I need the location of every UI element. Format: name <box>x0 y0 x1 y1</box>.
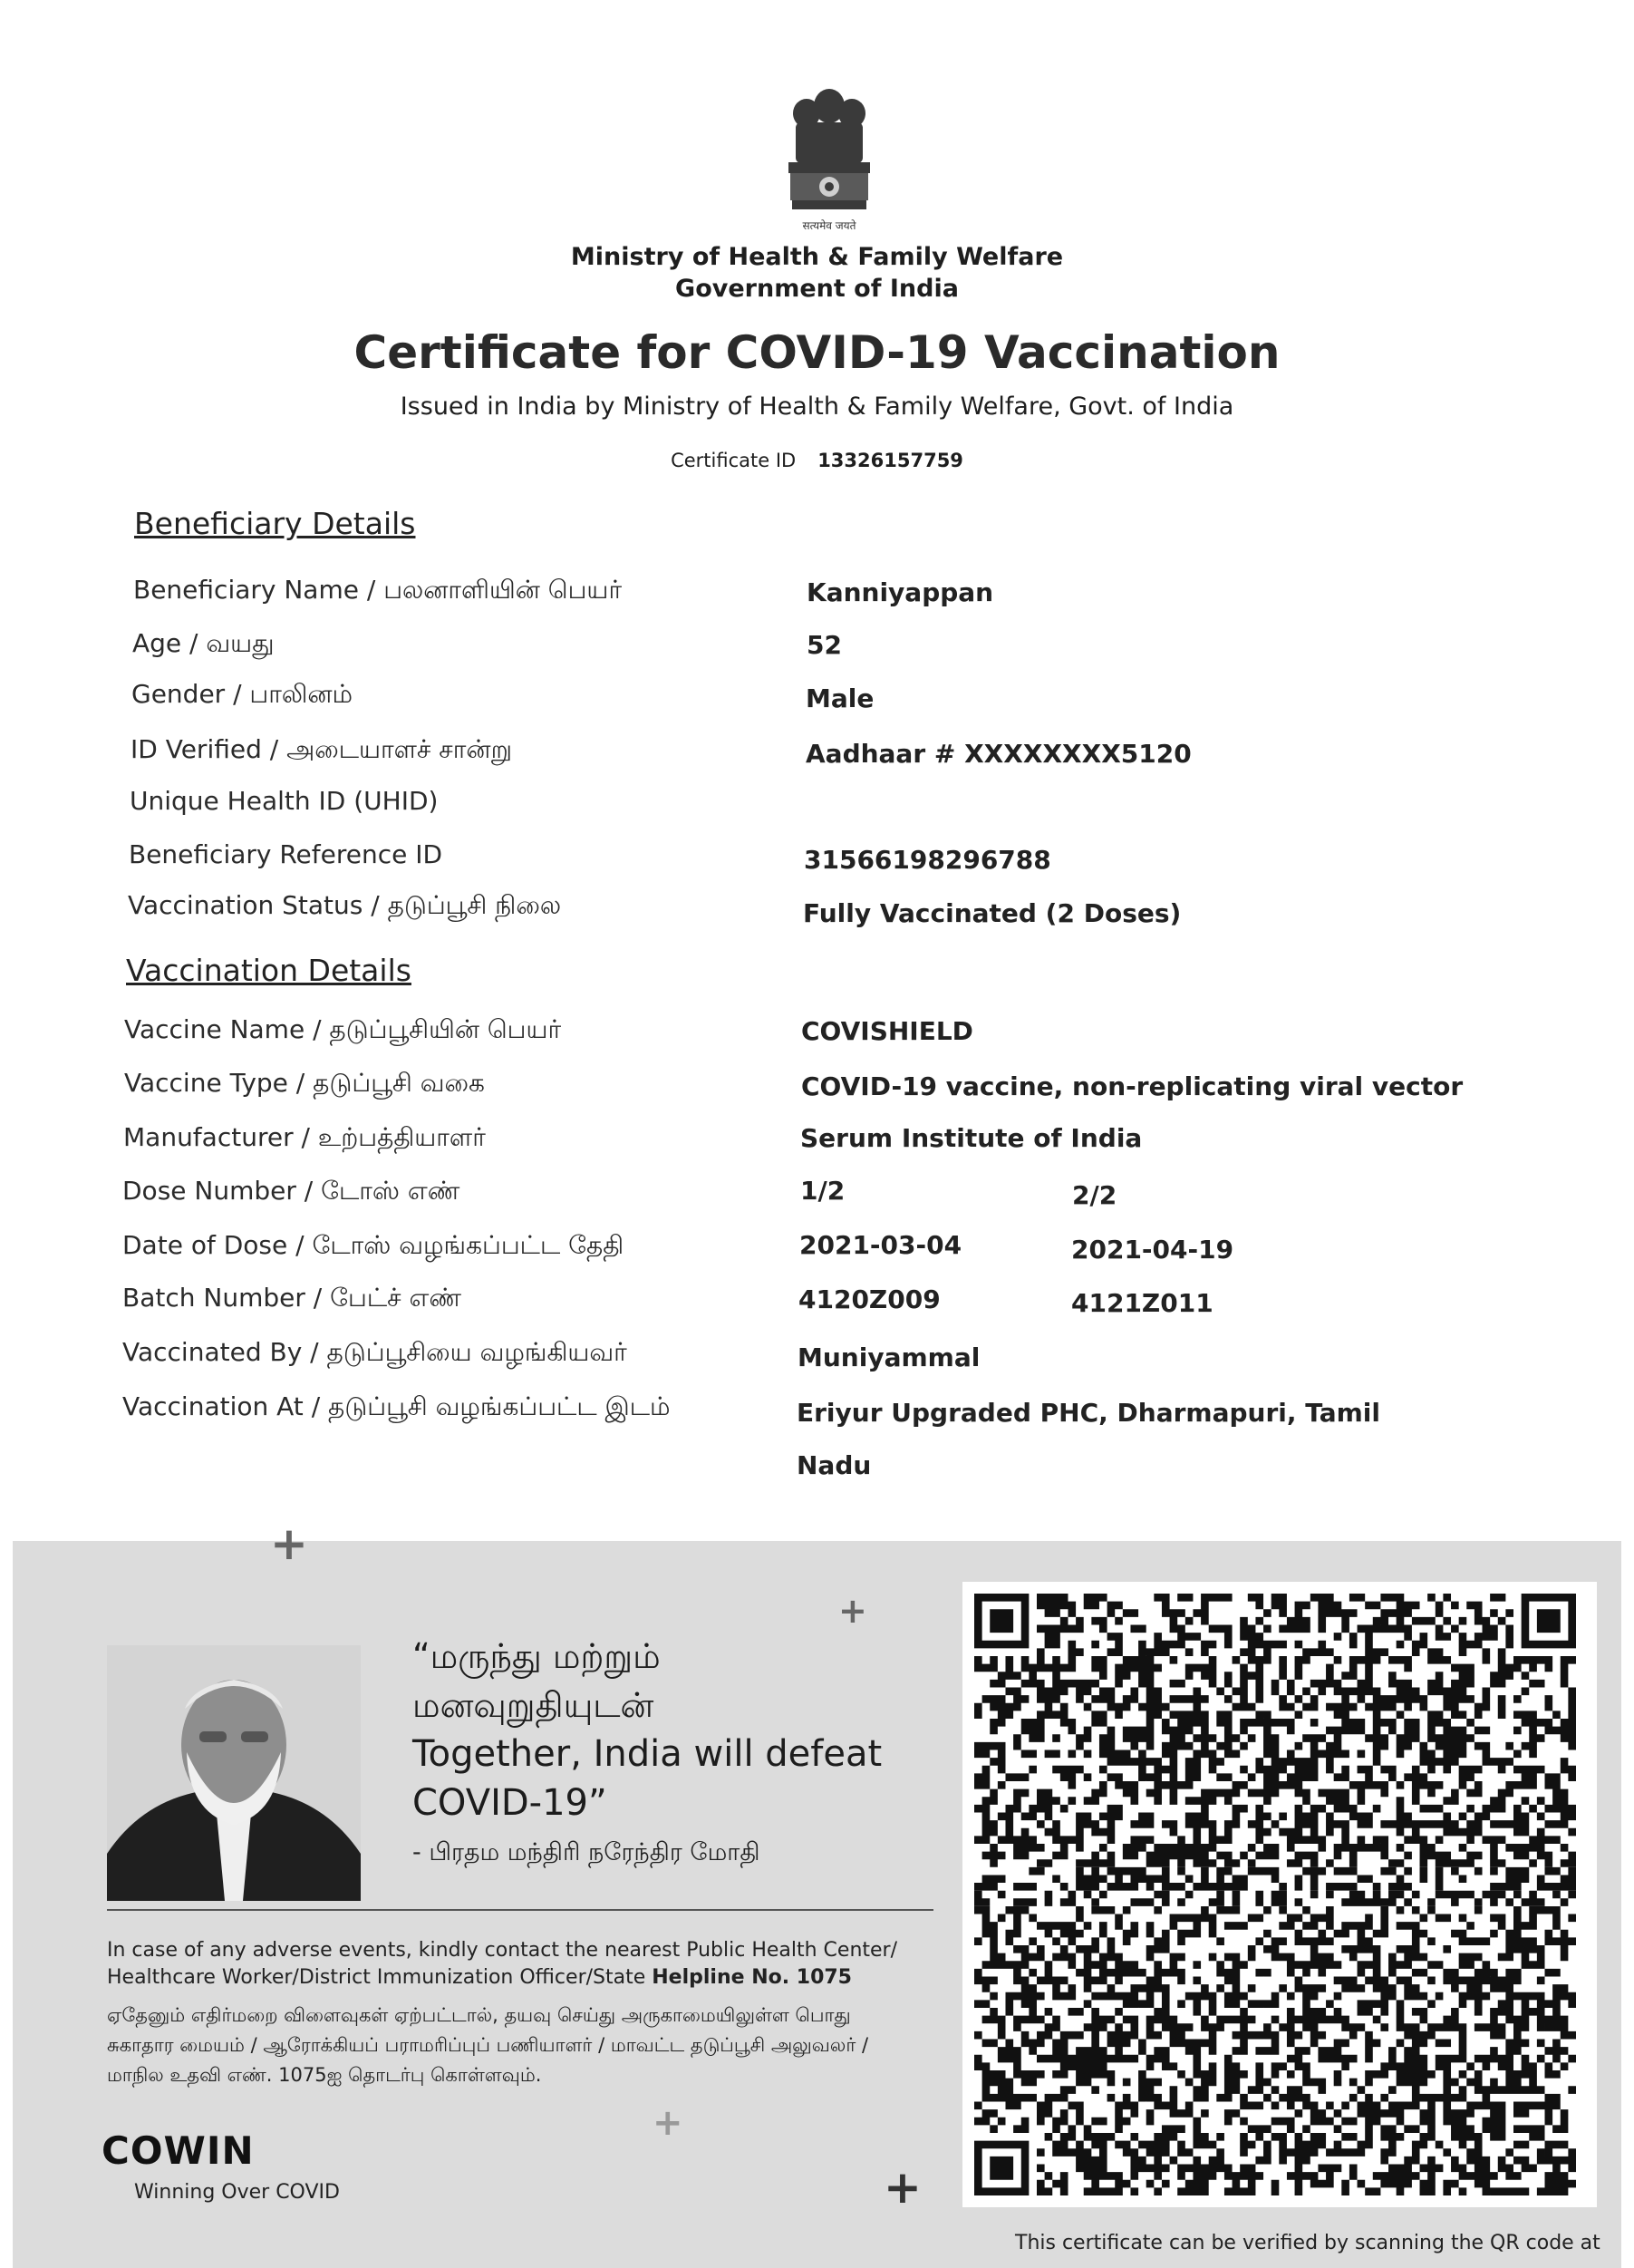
vaccination-section-title: Vaccination Details <box>126 953 411 988</box>
adverse-events-note-tamil <box>107 2001 923 2090</box>
id-verified-value: Aadhaar # XXXXXXXX5120 <box>806 739 1192 769</box>
cowin-tagline: Winning Over COVID <box>134 2181 340 2204</box>
verification-qr-code[interactable] <box>974 1594 1585 2195</box>
vaccinated-by-value: Muniyammal <box>798 1342 981 1372</box>
vaccine-name-label: Vaccine Name / தடுப்பூசியின் பெயர் <box>124 1014 562 1044</box>
qr-finder-pattern <box>1522 1594 1576 1648</box>
beneficiary-reference-value: 31566198296788 <box>804 845 1051 875</box>
vaccine-type-value: COVID-19 vaccine, non-replicating viral vector <box>801 1071 1464 1101</box>
plus-decoration-icon: + <box>838 1591 867 1631</box>
age-label: Age / வயது <box>132 628 275 658</box>
emblem-motto: सत्यमेव जयते <box>802 219 856 232</box>
uhid-label: Unique Health ID (UHID) <box>130 786 439 816</box>
quote-english-line1: Together, India will defeat <box>412 1733 883 1775</box>
vaccinated-at-value-line1: Eriyur Upgraded PHC, Dharmapuri, Tamil <box>797 1398 1380 1428</box>
gender-label: Gender / பாலினம் <box>131 679 353 709</box>
certificate-id-line <box>0 450 1634 471</box>
certificate-title: Certificate for COVID-19 Vaccination <box>353 326 1281 379</box>
government-name: Government of India <box>675 275 959 303</box>
certificate-id-label: Certificate ID <box>671 450 797 471</box>
cowin-logo: COWIN <box>102 2128 255 2173</box>
adverse-note-line1: In case of any adverse events, kindly contact the nearest Public Health Center/ <box>107 1939 898 1962</box>
plus-decoration-icon: + <box>653 2102 683 2144</box>
beneficiary-section-title: Beneficiary Details <box>134 506 416 541</box>
helpline-number: Helpline No. 1075 <box>652 1966 852 1989</box>
prime-minister-portrait <box>107 1645 361 1901</box>
adverse-note-tamil-line2: சுகாதார மையம் / ஆரோக்கியப் பராமரிப்புப் பணியாளர் / மாவட்ட தடுப்பூசி அலுவலர் / <box>107 2034 869 2056</box>
batch-number-label: Batch Number / பேட்ச் எண் <box>122 1283 461 1313</box>
adverse-note-tamil-line3: மாநில உதவி எண். 1075ஐ தொடர்பு கொள்ளவும். <box>107 2064 542 2086</box>
vaccinated-at-label: Vaccination At / தடுப்பூசி வழங்கப்பட்ட இடம் <box>122 1391 671 1421</box>
adverse-note-line2 <box>107 1964 923 1992</box>
issued-by: Issued in India by Ministry of Health & Family Welfare, Govt. of India <box>400 393 1234 421</box>
quote-attribution: - பிரதம மந்திரி நரேந்திர மோதி <box>412 1838 760 1866</box>
pm-quote <box>412 1632 920 1827</box>
age-value: 52 <box>807 630 842 660</box>
vaccination-status-label: Vaccination Status / தடுப்பூசி நிலை <box>128 890 562 920</box>
beneficiary-name-value: Kanniyappan <box>807 577 994 607</box>
dose-number-label: Dose Number / டோஸ் எண் <box>122 1176 460 1206</box>
ministry-name: Ministry of Health & Family Welfare <box>570 243 1064 271</box>
vaccinated-by-label: Vaccinated By / தடுப்பூசியை வழங்கியவர் <box>122 1337 627 1367</box>
manufacturer-label: Manufacturer / உற்பத்தியாளர் <box>123 1122 486 1152</box>
verification-note: This certificate can be verified by scanning the QR code at <box>1015 2232 1600 2254</box>
gender-value: Male <box>806 683 875 713</box>
banner-divider <box>107 1909 933 1911</box>
certificate-id-value: 13326157759 <box>817 450 963 471</box>
qr-modules <box>974 1594 1576 2195</box>
vaccination-status-value: Fully Vaccinated (2 Doses) <box>803 898 1182 928</box>
dose-number-dose2: 2/2 <box>1072 1180 1117 1210</box>
qr-finder-pattern <box>974 2141 1029 2195</box>
plus-decoration-icon: + <box>270 1517 308 1570</box>
quote-tamil-line2: மனவுறுதியுடன் <box>412 1685 654 1725</box>
dose-number-dose1: 1/2 <box>800 1176 846 1206</box>
date-of-dose-dose2: 2021-04-19 <box>1071 1235 1234 1265</box>
beneficiary-name-label: Beneficiary Name / பலனாளியின் பெயர் <box>133 575 623 605</box>
adverse-note-line2-text: Healthcare Worker/District Immunization Officer/State <box>107 1966 646 1989</box>
manufacturer-value: Serum Institute of India <box>800 1123 1143 1153</box>
beneficiary-reference-label: Beneficiary Reference ID <box>129 839 443 869</box>
adverse-events-note <box>107 1937 923 1992</box>
plus-decoration-icon: + <box>884 2161 922 2214</box>
date-of-dose-label: Date of Dose / டோஸ் வழங்கப்பட்ட தேதி <box>122 1230 624 1260</box>
vaccinated-at-value-line2: Nadu <box>797 1450 872 1480</box>
batch-number-dose1: 4120Z009 <box>798 1284 941 1314</box>
adverse-note-tamil-line1: ஏதேனும் எதிர்மறை விளைவுகள் ஏற்பட்டால், தயவு செய்து அருகாமையிலுள்ள பொது <box>107 2004 851 2026</box>
quote-tamil-line1: “மருந்து மற்றும் <box>412 1636 661 1676</box>
qr-finder-pattern <box>974 1594 1029 1648</box>
id-verified-label: ID Verified / அடையாளச் சான்று <box>131 734 512 764</box>
vaccine-type-label: Vaccine Type / தடுப்பூசி வகை <box>124 1068 485 1098</box>
batch-number-dose2: 4121Z011 <box>1071 1288 1213 1318</box>
quote-english-line2: COVID-19” <box>412 1782 607 1824</box>
date-of-dose-dose1: 2021-03-04 <box>799 1230 962 1260</box>
vaccine-name-value: COVISHIELD <box>801 1016 973 1046</box>
